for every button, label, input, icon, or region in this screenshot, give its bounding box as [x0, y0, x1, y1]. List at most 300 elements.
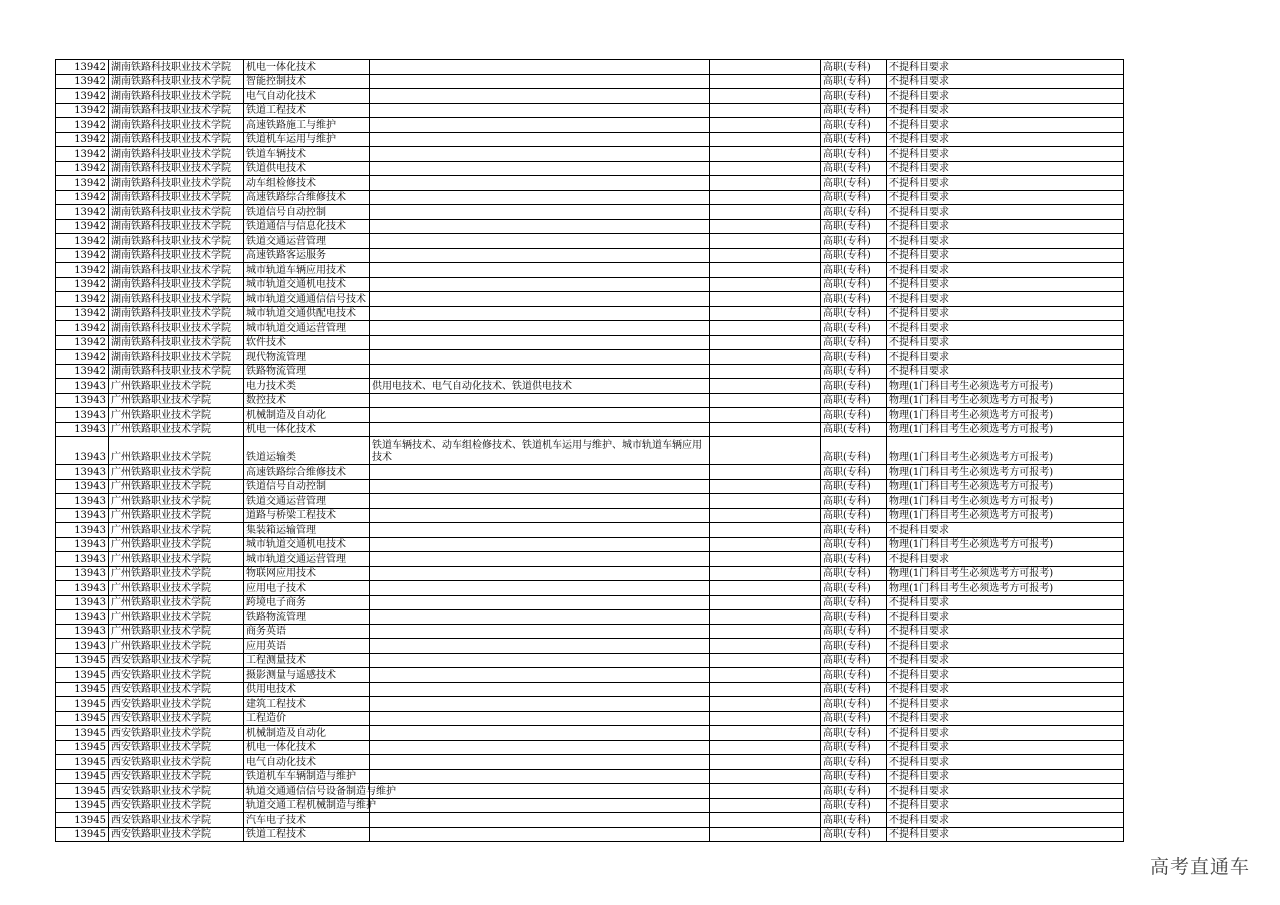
level-cell: 高职(专科) — [821, 292, 887, 307]
level-cell: 高职(专科) — [821, 408, 887, 423]
included-majors-cell — [370, 523, 710, 538]
level-cell: 高职(专科) — [821, 103, 887, 118]
school-code-cell: 13942 — [56, 132, 109, 147]
table-row — [56, 813, 1124, 828]
table-row — [56, 118, 1124, 133]
note-cell — [710, 161, 821, 176]
note-cell — [710, 219, 821, 234]
table-row — [56, 740, 1124, 755]
level-cell: 高职(专科) — [821, 379, 887, 394]
note-cell — [710, 437, 821, 465]
school-code-cell: 13943 — [56, 422, 109, 437]
school-name-cell: 湖南铁路科技职业技术学院 — [109, 350, 244, 365]
school-code-cell: 13942 — [56, 306, 109, 321]
note-cell — [710, 755, 821, 770]
school-name-cell: 湖南铁路科技职业技术学院 — [109, 103, 244, 118]
level-cell: 高职(专科) — [821, 176, 887, 191]
school-code-cell: 13942 — [56, 89, 109, 104]
included-majors-cell — [370, 813, 710, 828]
major-cell: 高速铁路施工与维护 — [244, 118, 370, 133]
school-name-cell: 广州铁路职业技术学院 — [109, 566, 244, 581]
level-cell: 高职(专科) — [821, 523, 887, 538]
major-cell: 工程测量技术 — [244, 653, 370, 668]
note-cell — [710, 306, 821, 321]
note-cell — [710, 190, 821, 205]
school-code-cell: 13945 — [56, 697, 109, 712]
level-cell: 高职(专科) — [821, 624, 887, 639]
school-code-cell: 13943 — [56, 465, 109, 480]
included-majors-cell — [370, 668, 710, 683]
level-cell: 高职(专科) — [821, 610, 887, 625]
major-cell: 轨道交通通信信号设备制造与维护 — [244, 784, 370, 799]
major-cell: 高速铁路综合维修技术 — [244, 190, 370, 205]
note-cell — [710, 610, 821, 625]
subject-requirement-cell: 不提科目要求 — [887, 74, 1124, 89]
major-cell: 智能控制技术 — [244, 74, 370, 89]
table-row — [56, 277, 1124, 292]
school-code-cell: 13943 — [56, 437, 109, 465]
school-name-cell: 湖南铁路科技职业技术学院 — [109, 74, 244, 89]
subject-requirement-cell: 不提科目要求 — [887, 364, 1124, 379]
included-majors-cell — [370, 595, 710, 610]
table-row — [56, 523, 1124, 538]
table-row — [56, 769, 1124, 784]
level-cell: 高职(专科) — [821, 393, 887, 408]
major-cell: 铁道信号自动控制 — [244, 205, 370, 220]
level-cell: 高职(专科) — [821, 682, 887, 697]
note-cell — [710, 682, 821, 697]
level-cell: 高职(专科) — [821, 60, 887, 75]
table-row — [56, 639, 1124, 654]
included-majors-cell — [370, 769, 710, 784]
table-row — [56, 437, 1124, 465]
school-code-cell: 13943 — [56, 537, 109, 552]
table-row — [56, 393, 1124, 408]
school-code-cell: 13942 — [56, 364, 109, 379]
enrollment-table — [55, 59, 1124, 842]
subject-requirement-cell: 不提科目要求 — [887, 132, 1124, 147]
level-cell: 高职(专科) — [821, 437, 887, 465]
major-cell: 机械制造及自动化 — [244, 726, 370, 741]
school-name-cell: 湖南铁路科技职业技术学院 — [109, 248, 244, 263]
level-cell: 高职(专科) — [821, 813, 887, 828]
table-row — [56, 335, 1124, 350]
included-majors-cell — [370, 479, 710, 494]
school-name-cell: 西安铁路职业技术学院 — [109, 784, 244, 799]
note-cell — [710, 132, 821, 147]
major-cell: 商务英语 — [244, 624, 370, 639]
school-code-cell: 13945 — [56, 798, 109, 813]
table-row — [56, 494, 1124, 509]
school-name-cell: 湖南铁路科技职业技术学院 — [109, 161, 244, 176]
school-code-cell: 13942 — [56, 234, 109, 249]
major-cell: 软件技术 — [244, 335, 370, 350]
major-cell: 汽车电子技术 — [244, 813, 370, 828]
note-cell — [710, 798, 821, 813]
school-code-cell: 13942 — [56, 248, 109, 263]
subject-requirement-cell: 不提科目要求 — [887, 89, 1124, 104]
table-row — [56, 89, 1124, 104]
table-row — [56, 74, 1124, 89]
note-cell — [710, 364, 821, 379]
note-cell — [710, 465, 821, 480]
school-name-cell: 广州铁路职业技术学院 — [109, 508, 244, 523]
included-majors-cell — [370, 465, 710, 480]
school-name-cell: 西安铁路职业技术学院 — [109, 697, 244, 712]
level-cell: 高职(专科) — [821, 494, 887, 509]
subject-requirement-cell: 不提科目要求 — [887, 234, 1124, 249]
table-row — [56, 581, 1124, 596]
school-name-cell: 广州铁路职业技术学院 — [109, 408, 244, 423]
major-cell: 动车组检修技术 — [244, 176, 370, 191]
major-cell: 现代物流管理 — [244, 350, 370, 365]
table-row — [56, 379, 1124, 394]
level-cell: 高职(专科) — [821, 653, 887, 668]
included-majors-cell — [370, 321, 710, 336]
table-row — [56, 755, 1124, 770]
included-majors-cell — [370, 74, 710, 89]
level-cell: 高职(专科) — [821, 263, 887, 278]
school-name-cell: 广州铁路职业技术学院 — [109, 379, 244, 394]
level-cell: 高职(专科) — [821, 711, 887, 726]
subject-requirement-cell: 不提科目要求 — [887, 161, 1124, 176]
level-cell: 高职(专科) — [821, 508, 887, 523]
major-cell: 电气自动化技术 — [244, 755, 370, 770]
school-code-cell: 13943 — [56, 595, 109, 610]
school-name-cell: 湖南铁路科技职业技术学院 — [109, 60, 244, 75]
level-cell: 高职(专科) — [821, 755, 887, 770]
school-name-cell: 湖南铁路科技职业技术学院 — [109, 219, 244, 234]
major-cell: 机电一体化技术 — [244, 422, 370, 437]
level-cell: 高职(专科) — [821, 639, 887, 654]
school-name-cell: 湖南铁路科技职业技术学院 — [109, 205, 244, 220]
level-cell: 高职(专科) — [821, 350, 887, 365]
level-cell: 高职(专科) — [821, 697, 887, 712]
level-cell: 高职(专科) — [821, 321, 887, 336]
subject-requirement-cell: 不提科目要求 — [887, 219, 1124, 234]
included-majors-cell — [370, 60, 710, 75]
school-name-cell: 湖南铁路科技职业技术学院 — [109, 321, 244, 336]
school-code-cell: 13943 — [56, 494, 109, 509]
subject-requirement-cell: 物理(1门科目考生必须选考方可报考) — [887, 479, 1124, 494]
table-row — [56, 784, 1124, 799]
table-row — [56, 653, 1124, 668]
major-cell: 供用电技术 — [244, 682, 370, 697]
subject-requirement-cell: 物理(1门科目考生必须选考方可报考) — [887, 422, 1124, 437]
subject-requirement-cell: 物理(1门科目考生必须选考方可报考) — [887, 494, 1124, 509]
table-row — [56, 350, 1124, 365]
school-code-cell: 13943 — [56, 408, 109, 423]
included-majors-cell — [370, 248, 710, 263]
table-row — [56, 508, 1124, 523]
major-cell: 建筑工程技术 — [244, 697, 370, 712]
included-majors-cell — [370, 827, 710, 842]
subject-requirement-cell: 不提科目要求 — [887, 176, 1124, 191]
major-cell: 铁道供电技术 — [244, 161, 370, 176]
school-name-cell: 西安铁路职业技术学院 — [109, 769, 244, 784]
subject-requirement-cell: 不提科目要求 — [887, 263, 1124, 278]
school-name-cell: 广州铁路职业技术学院 — [109, 422, 244, 437]
subject-requirement-cell: 不提科目要求 — [887, 668, 1124, 683]
included-majors-cell — [370, 784, 710, 799]
included-majors-cell — [370, 755, 710, 770]
note-cell — [710, 379, 821, 394]
watermark: 高考直通车 — [1149, 856, 1250, 878]
table-row — [56, 176, 1124, 191]
school-code-cell: 13945 — [56, 769, 109, 784]
school-code-cell: 13945 — [56, 682, 109, 697]
school-code-cell: 13945 — [56, 653, 109, 668]
included-majors-cell — [370, 161, 710, 176]
major-cell: 铁道机车运用与维护 — [244, 132, 370, 147]
table-row — [56, 408, 1124, 423]
school-code-cell: 13943 — [56, 639, 109, 654]
school-name-cell: 广州铁路职业技术学院 — [109, 639, 244, 654]
school-name-cell: 广州铁路职业技术学院 — [109, 610, 244, 625]
included-majors-cell — [370, 798, 710, 813]
subject-requirement-cell: 不提科目要求 — [887, 697, 1124, 712]
major-cell: 工程造价 — [244, 711, 370, 726]
note-cell — [710, 234, 821, 249]
subject-requirement-cell: 不提科目要求 — [887, 755, 1124, 770]
school-code-cell: 13942 — [56, 60, 109, 75]
table-row — [56, 711, 1124, 726]
note-cell — [710, 740, 821, 755]
school-name-cell: 湖南铁路科技职业技术学院 — [109, 364, 244, 379]
table-row — [56, 364, 1124, 379]
level-cell: 高职(专科) — [821, 248, 887, 263]
school-code-cell: 13942 — [56, 161, 109, 176]
school-name-cell: 湖南铁路科技职业技术学院 — [109, 89, 244, 104]
included-majors-cell — [370, 118, 710, 133]
level-cell: 高职(专科) — [821, 566, 887, 581]
table-row — [56, 248, 1124, 263]
subject-requirement-cell: 物理(1门科目考生必须选考方可报考) — [887, 393, 1124, 408]
included-majors-cell — [370, 740, 710, 755]
table-row — [56, 827, 1124, 842]
subject-requirement-cell: 不提科目要求 — [887, 60, 1124, 75]
subject-requirement-cell: 不提科目要求 — [887, 682, 1124, 697]
school-code-cell: 13943 — [56, 581, 109, 596]
level-cell: 高职(专科) — [821, 161, 887, 176]
included-majors-cell — [370, 393, 710, 408]
school-name-cell: 西安铁路职业技术学院 — [109, 755, 244, 770]
major-cell: 电力技术类 — [244, 379, 370, 394]
subject-requirement-cell: 物理(1门科目考生必须选考方可报考) — [887, 379, 1124, 394]
major-cell: 铁道工程技术 — [244, 103, 370, 118]
level-cell: 高职(专科) — [821, 219, 887, 234]
level-cell: 高职(专科) — [821, 132, 887, 147]
level-cell: 高职(专科) — [821, 190, 887, 205]
level-cell: 高职(专科) — [821, 306, 887, 321]
major-cell: 数控技术 — [244, 393, 370, 408]
level-cell: 高职(专科) — [821, 784, 887, 799]
table-row — [56, 595, 1124, 610]
table-row — [56, 726, 1124, 741]
school-name-cell: 广州铁路职业技术学院 — [109, 552, 244, 567]
included-majors-cell — [370, 292, 710, 307]
major-cell: 铁道机车车辆制造与维护 — [244, 769, 370, 784]
subject-requirement-cell: 不提科目要求 — [887, 335, 1124, 350]
table-row — [56, 624, 1124, 639]
level-cell: 高职(专科) — [821, 668, 887, 683]
major-cell: 铁道通信与信息化技术 — [244, 219, 370, 234]
table-row — [56, 306, 1124, 321]
included-majors-cell — [370, 552, 710, 567]
included-majors-cell — [370, 335, 710, 350]
level-cell: 高职(专科) — [821, 364, 887, 379]
included-majors-cell — [370, 306, 710, 321]
level-cell: 高职(专科) — [821, 277, 887, 292]
included-majors-cell — [370, 234, 710, 249]
major-cell: 高速铁路综合维修技术 — [244, 465, 370, 480]
school-code-cell: 13942 — [56, 190, 109, 205]
subject-requirement-cell: 不提科目要求 — [887, 552, 1124, 567]
note-cell — [710, 581, 821, 596]
school-name-cell: 广州铁路职业技术学院 — [109, 479, 244, 494]
included-majors-cell — [370, 422, 710, 437]
school-code-cell: 13945 — [56, 726, 109, 741]
school-code-cell: 13942 — [56, 74, 109, 89]
table-row — [56, 422, 1124, 437]
school-name-cell: 湖南铁路科技职业技术学院 — [109, 306, 244, 321]
level-cell: 高职(专科) — [821, 422, 887, 437]
level-cell: 高职(专科) — [821, 234, 887, 249]
subject-requirement-cell: 不提科目要求 — [887, 147, 1124, 162]
level-cell: 高职(专科) — [821, 205, 887, 220]
included-majors-cell — [370, 711, 710, 726]
school-name-cell: 西安铁路职业技术学院 — [109, 798, 244, 813]
table-row — [56, 321, 1124, 336]
major-cell: 应用电子技术 — [244, 581, 370, 596]
subject-requirement-cell: 不提科目要求 — [887, 813, 1124, 828]
major-cell: 城市轨道车辆应用技术 — [244, 263, 370, 278]
note-cell — [710, 321, 821, 336]
included-majors-cell — [370, 176, 710, 191]
level-cell: 高职(专科) — [821, 581, 887, 596]
school-code-cell: 13942 — [56, 147, 109, 162]
subject-requirement-cell: 不提科目要求 — [887, 103, 1124, 118]
school-code-cell: 13943 — [56, 624, 109, 639]
note-cell — [710, 653, 821, 668]
subject-requirement-cell: 不提科目要求 — [887, 277, 1124, 292]
note-cell — [710, 813, 821, 828]
included-majors-cell — [370, 350, 710, 365]
subject-requirement-cell: 不提科目要求 — [887, 784, 1124, 799]
note-cell — [710, 205, 821, 220]
level-cell: 高职(专科) — [821, 827, 887, 842]
table-row — [56, 263, 1124, 278]
included-majors-cell — [370, 219, 710, 234]
note-cell — [710, 769, 821, 784]
major-cell: 跨境电子商务 — [244, 595, 370, 610]
school-code-cell: 13945 — [56, 740, 109, 755]
note-cell — [710, 103, 821, 118]
included-majors-cell — [370, 408, 710, 423]
major-cell: 城市轨道交通运营管理 — [244, 552, 370, 567]
major-cell: 铁道工程技术 — [244, 827, 370, 842]
subject-requirement-cell: 不提科目要求 — [887, 595, 1124, 610]
note-cell — [710, 566, 821, 581]
major-cell: 铁路物流管理 — [244, 610, 370, 625]
school-name-cell: 广州铁路职业技术学院 — [109, 494, 244, 509]
table-row — [56, 668, 1124, 683]
school-name-cell: 湖南铁路科技职业技术学院 — [109, 292, 244, 307]
school-code-cell: 13943 — [56, 610, 109, 625]
school-code-cell: 13942 — [56, 118, 109, 133]
table-row — [56, 103, 1124, 118]
table-row — [56, 132, 1124, 147]
level-cell: 高职(专科) — [821, 552, 887, 567]
school-name-cell: 湖南铁路科技职业技术学院 — [109, 132, 244, 147]
school-code-cell: 13942 — [56, 335, 109, 350]
level-cell: 高职(专科) — [821, 740, 887, 755]
included-majors-cell — [370, 205, 710, 220]
table-row — [56, 292, 1124, 307]
major-cell: 电气自动化技术 — [244, 89, 370, 104]
subject-requirement-cell: 物理(1门科目考生必须选考方可报考) — [887, 508, 1124, 523]
note-cell — [710, 60, 821, 75]
included-majors-cell — [370, 508, 710, 523]
subject-requirement-cell: 物理(1门科目考生必须选考方可报考) — [887, 581, 1124, 596]
school-code-cell: 13942 — [56, 321, 109, 336]
table-row — [56, 219, 1124, 234]
school-name-cell: 广州铁路职业技术学院 — [109, 523, 244, 538]
included-majors-cell — [370, 682, 710, 697]
subject-requirement-cell: 不提科目要求 — [887, 205, 1124, 220]
included-majors-cell — [370, 132, 710, 147]
subject-requirement-cell: 不提科目要求 — [887, 523, 1124, 538]
included-majors-cell — [370, 364, 710, 379]
note-cell — [710, 350, 821, 365]
note-cell — [710, 147, 821, 162]
school-code-cell: 13942 — [56, 277, 109, 292]
included-majors-cell — [370, 89, 710, 104]
subject-requirement-cell: 不提科目要求 — [887, 610, 1124, 625]
school-code-cell: 13942 — [56, 350, 109, 365]
major-cell: 城市轨道交通机电技术 — [244, 277, 370, 292]
school-name-cell: 广州铁路职业技术学院 — [109, 595, 244, 610]
note-cell — [710, 479, 821, 494]
subject-requirement-cell: 不提科目要求 — [887, 726, 1124, 741]
school-name-cell: 湖南铁路科技职业技术学院 — [109, 190, 244, 205]
included-majors-cell — [370, 494, 710, 509]
note-cell — [710, 726, 821, 741]
subject-requirement-cell: 不提科目要求 — [887, 624, 1124, 639]
table-row — [56, 798, 1124, 813]
school-code-cell: 13943 — [56, 393, 109, 408]
included-majors-cell — [370, 624, 710, 639]
major-cell: 铁道运输类 — [244, 437, 370, 465]
included-majors-cell — [370, 697, 710, 712]
table-row — [56, 537, 1124, 552]
included-majors-cell: 供用电技术、电气自动化技术、铁道供电技术 — [370, 379, 710, 394]
major-cell: 铁道车辆技术 — [244, 147, 370, 162]
table-row — [56, 610, 1124, 625]
subject-requirement-cell: 物理(1门科目考生必须选考方可报考) — [887, 437, 1124, 465]
table-row — [56, 682, 1124, 697]
note-cell — [710, 248, 821, 263]
table-row — [56, 205, 1124, 220]
major-cell: 机械制造及自动化 — [244, 408, 370, 423]
level-cell: 高职(专科) — [821, 89, 887, 104]
level-cell: 高职(专科) — [821, 798, 887, 813]
level-cell: 高职(专科) — [821, 465, 887, 480]
school-name-cell: 湖南铁路科技职业技术学院 — [109, 277, 244, 292]
school-name-cell: 西安铁路职业技术学院 — [109, 682, 244, 697]
school-name-cell: 湖南铁路科技职业技术学院 — [109, 176, 244, 191]
major-cell: 铁路物流管理 — [244, 364, 370, 379]
